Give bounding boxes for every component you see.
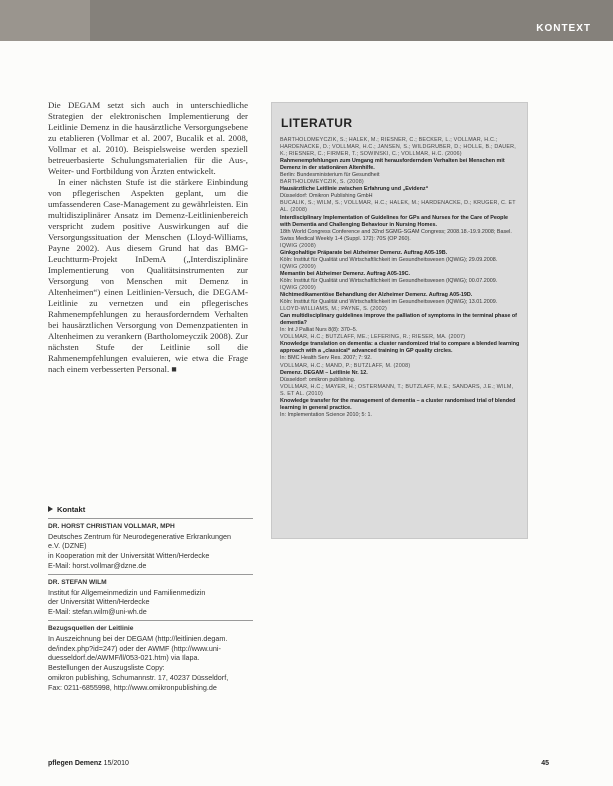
contact-email[interactable]: E-Mail: stefan.wilm@uni-wh.de <box>48 607 147 617</box>
journal-name: pflegen Demenz <box>48 760 102 767</box>
ref-detail: In: Implementation Science 2010; 5: 1. <box>280 411 372 418</box>
journal-issue: 15/2010 <box>103 760 129 767</box>
section-label: KONTEXT <box>536 23 591 34</box>
contact-block-1 <box>48 518 253 571</box>
literature-ref <box>280 264 520 285</box>
ref-title: Memantin bei Alzheimer Demenz. Auftrag A05-19C. <box>280 270 411 277</box>
ref-title: Nichtmedikamentöse Behandlung der Alzheimer Demenz. Auftrag A05-19D. <box>280 292 473 299</box>
contact-line: Institut für Allgemeinmedizin und Familienmedizin <box>48 587 206 597</box>
ref-title: Knowledge translation on dementia: a cluster randomized trial to compare a blended learning approach with a „classical“ advanced training in GP quality circles. <box>280 341 520 355</box>
body-text <box>48 100 248 375</box>
ref-title: Hausärztliche Leitlinie zwischen Erfahrung und „Evidenz“ <box>280 186 429 193</box>
ref-detail: Köln: Institut für Qualität und Wirtschaftlichkeit im Gesundheitswesen (IQWiG); 29.09.2008. <box>280 256 498 263</box>
ref-authors: IQWIG (2008) <box>280 242 316 249</box>
contact-line: Fax: 0211-6855998, http://www.omikronpublishing.de <box>48 682 217 692</box>
ref-detail: Köln: Institut für Qualität und Wirtschaftlichkeit im Gesundheitswesen (IQWiG); 13.01.2009. <box>280 299 498 306</box>
contact-heading-label: Kontakt <box>57 505 86 514</box>
literature-ref <box>280 363 520 384</box>
literature-ref <box>280 334 520 362</box>
contact-name: DR. HORST CHRISTIAN VOLLMAR, MPH <box>48 522 175 530</box>
contact-line: omikron publishing, Schumannstr. 17, 40237 Düsseldorf, <box>48 672 229 682</box>
contact-line: Deutsches Zentrum für Neurodegenerative Erkrankungen <box>48 531 231 541</box>
header-band <box>0 0 613 41</box>
literature-ref <box>280 243 520 264</box>
contact-line: in Kooperation mit der Universität Witten/Herdecke <box>48 551 210 561</box>
ref-detail: Düsseldorf: Omikron Publishing GmbH <box>280 193 373 200</box>
ref-authors: VOLLMAR, H.C.; MAND, P.; BUTZLAFF, M. (2008) <box>280 362 411 369</box>
literature-ref <box>280 179 520 200</box>
contact-line: In Auszeichnung bei der DEGAM (http://leitlinien.degam. <box>48 633 228 643</box>
ref-detail: Düsseldorf: omikron publishing. <box>280 376 356 383</box>
ref-title: Interdisciplinary Implementation of Guidelines for GPs and Nurses for the Care of People with Dementia and Challenging Behaviour in Nursing Homes. <box>280 214 508 228</box>
ref-authors: LLOYD-WILLIAMS, M.; PAYNE, S. (2002) <box>280 306 388 313</box>
ref-authors: VOLLMAR, H.C.; MAYER, H.; OSTERMANN, T.; BUTZLAFF, M.E.; SANDARS, J.E.; WILM, S. ET AL. (2010) <box>280 383 514 397</box>
contact-name: Bezugsquellen der Leitlinie <box>48 624 134 632</box>
ref-detail: Köln: Institut für Qualität und Wirtschaftlichkeit im Gesundheitswesen (IQWiG); 00.07.2009. <box>280 277 498 284</box>
contact-name: DR. STEFAN WILM <box>48 578 107 586</box>
literature-list <box>280 137 520 419</box>
body-paragraph-1: Die DEGAM setzt sich auch in unterschiedliche Strategien der elektronischen Implementierung der Leitlinie Demenz in die hausärztliche Versorgungsebene zu etablieren (Vollmar et al. 2007, Bucalik et al. 2008, Vollmar et al. 2010). Beispielsweise werden speziell betreuerbasierte Schulungsmaterialien für die Aus-, Weiter- und Fortbildung von Ärzten entwickelt. <box>48 100 248 176</box>
literature-ref <box>280 384 520 419</box>
ref-title: Rahmenempfehlungen zum Umgang mit herausforderndem Verhalten bei Menschen mit Demenz in der stationären Altenhilfe. <box>280 158 505 172</box>
triangle-icon <box>48 506 53 512</box>
footer-journal <box>48 760 129 767</box>
contact-box <box>48 505 253 693</box>
ref-authors: BUCALIK, S.; WILM, S.; VOLLMAR, H.C.; HALEK, M.; HARDENACKE, D.; KRUGER, C. ET AL. (2008) <box>280 200 516 214</box>
contact-block-3 <box>48 620 253 693</box>
contact-heading <box>48 505 253 515</box>
contact-block-2 <box>48 574 253 617</box>
ref-detail: In: BMC Health Serv Res. 2007; 7: 92. <box>280 355 372 362</box>
header-tab <box>0 0 90 41</box>
contact-line: e.V. (DZNE) <box>48 541 87 551</box>
ref-title: Can multidisciplinary guidelines improve the palliation of symptoms in the terminal phase of dementia? <box>280 313 517 327</box>
contact-email[interactable]: E-Mail: horst.vollmar@dzne.de <box>48 560 147 570</box>
literature-ref <box>280 200 520 242</box>
literature-box <box>271 102 528 539</box>
literature-ref <box>280 306 520 334</box>
ref-authors: VOLLMAR, H.C.; BUTZLAFF, ME.; LEFERING, R.; RIESER, MA. (2007) <box>280 334 466 341</box>
literature-title: LITERATUR <box>281 116 353 130</box>
ref-detail: 18th World Congress Conference and 32nd SGMG-SGAM Congress; 2008.18.-19.9.2008; Basel. Swiss Medical Weekly 1-4 (Suppl. 172): 70S (OP 260). <box>280 228 512 242</box>
ref-title: Ginkgohaltige Präparate bei Alzheimer Demenz. Auftrag A05-19B. <box>280 249 448 256</box>
ref-detail: Berlin: Bundesministerium für Gesundheit <box>280 172 380 179</box>
ref-authors: BARTHOLOMEYCZIK, S.; HALEK, M.; RIESNER, C.; BECKER, L.; VOLLMAR, H.C.; HARDENACKE, D.; VOLLMAR, H.C.; JANSEN, S.; WILDGRUBER, D.; HOLLE, B.; DAUER, K.; RIESNER, C.; FIRMER, T.; SOWINSKI, C.; VOLLMAR, H.C. (2006) <box>280 137 516 158</box>
contact-line: duesseldorf.de/AWMF/ll/053-021.htm) via Ilapa. <box>48 653 200 663</box>
page-number: 45 <box>541 760 549 767</box>
contact-line: Bestellungen der Auszugsliste Copy: <box>48 663 165 673</box>
literature-ref <box>280 285 520 306</box>
ref-title: Knowledge transfer for the management of dementia – a cluster randomised trial of blended learning in general practice. <box>280 397 516 411</box>
ref-authors: IQWIG (2009) <box>280 263 316 270</box>
body-paragraph-2: In einer nächsten Stufe ist die stärkere Einbindung von pflegerischen Aspekten geplant, um die umfassenderen Case-Management zu gewährleisten. Ein multidisziplinärer Ansatz im Demenz-Leitlinienbereich verspricht zudem positive Auswirkungen auf die Versorgungssituation der Menschen (Lloyd-Williams, Payne 2002). Aus diesem Grund hat das BMG-Leuchtturm-Projekt InDemA („Interdisziplinäre Implementierung von Qualitätsinstrumenten zur Versorgung von Menschen mit Demenz in Altenheimen“) einen Leitlinien-Versuch, die DEGAM-Leitlinie zu vernetzen und ein pflegerisches Rahmenempfehlungen zu herausforderndem Verhalten bei hausärztlichen Versorgung von Demenzpatienten in Altenheimen zu verankern (Bartholomeyczik 2008). Zur nächsten Stufe der Leitlinie soll die Rahmenempfehlungen evaluieren, wie etwa die Frage nach einem verbesserten Personal. ■ <box>48 177 248 374</box>
contact-line: de/index.php?id=247) oder der AWMF (http://www.uni- <box>48 643 221 653</box>
ref-title: Demenz. DEGAM – Leitlinie Nr. 12. <box>280 369 368 376</box>
ref-detail: In: Int J Palliat Nurs 8(8): 370–5. <box>280 327 358 334</box>
ref-authors: BARTHOLOMEYCZIK, S. (2008) <box>280 179 364 186</box>
contact-line: der Universität Witten/Herdecke <box>48 597 150 607</box>
literature-ref <box>280 137 520 179</box>
ref-authors: IQWIG (2009) <box>280 284 316 291</box>
